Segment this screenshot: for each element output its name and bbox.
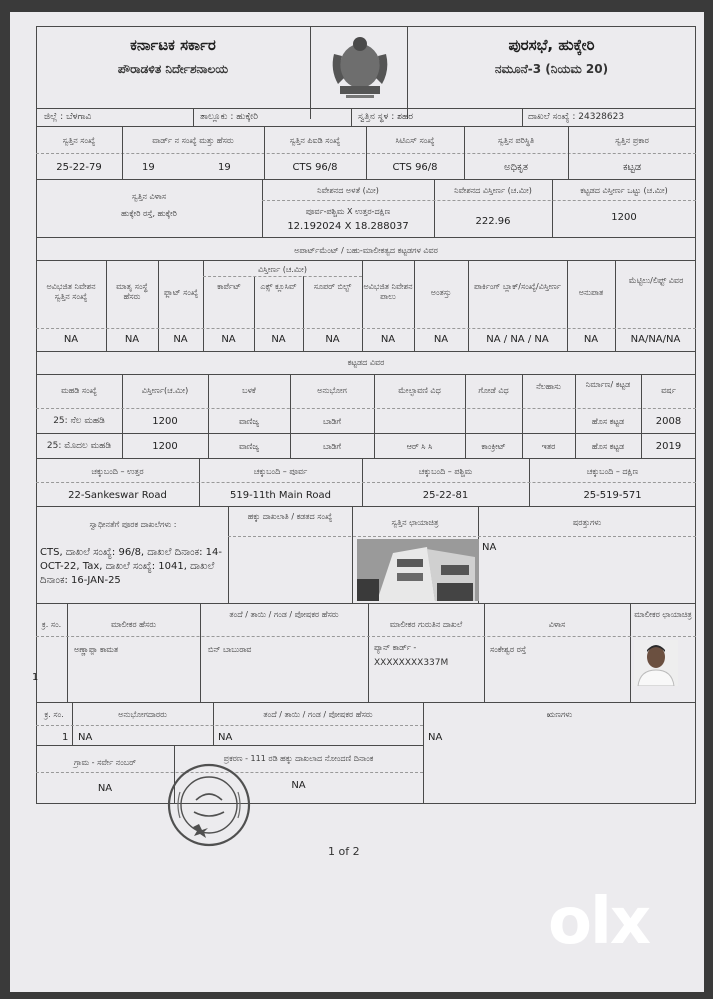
apartment-value: NA bbox=[433, 334, 449, 345]
apartment-section-title: ಅಪಾರ್ಟ್‌ಮೆಂಟ್ / ಬಹು-ಮಾಲೀಕತ್ವದ ಕಟ್ಟಡಗಳ ವಿವರ bbox=[294, 246, 438, 255]
apartment-value: NA bbox=[325, 334, 340, 345]
pid-number: CTS 96/8 bbox=[292, 162, 338, 173]
label-owner-name: ಮಾಲೀಕರ ಹೆಸರು bbox=[110, 620, 157, 629]
property-number: 25-22-79 bbox=[56, 162, 102, 173]
building-cell: 1200 bbox=[152, 441, 178, 452]
measure-axis-label: ಪೂರ್ವ-ಪಶ್ಚಿಮ X ಉತ್ತರ-ದಕ್ಷಿಣ bbox=[305, 207, 391, 216]
building-cell: 2019 bbox=[655, 441, 682, 452]
label-occupant-serial: ಕ್ರ. ಸಂ. bbox=[44, 710, 64, 719]
occupant-relation: NA bbox=[218, 732, 233, 743]
site-measure: 12.192024 X 18.288037 bbox=[287, 221, 409, 232]
label-super-built: ಸೂಪರ್ ಬಿಲ್ಟ್ bbox=[313, 282, 352, 291]
label-registration-date: ಪ್ರಕರಣ - 111 ರಡಿ ಹಕ್ಕು ದಾಖಲಾದ ನೋಂದಣಿ ದಿನಾಂಕ bbox=[223, 754, 374, 763]
label-site-measure: ನಿವೇಶನದ ಅಳತೆ (ಮೀ) bbox=[317, 186, 379, 195]
label-occupants: ಅನುಭೋಗದಾರರು bbox=[118, 710, 167, 719]
label-boundary-north: ಚಕ್ಕುಬಂದಿ – ಉತ್ತರ bbox=[91, 467, 144, 476]
building-section-title: ಕಟ್ಟಡದ ವಿವರ bbox=[347, 358, 385, 367]
apartment-value: NA bbox=[583, 334, 599, 345]
boundary-north: 22-Sankeswar Road bbox=[68, 490, 167, 501]
label-floor-number: ಮಹಡಿ ಸಂಖ್ಯೆ bbox=[61, 386, 97, 395]
registration-date-value: NA bbox=[291, 780, 306, 791]
owner-photo bbox=[634, 640, 678, 686]
label-occupant-relation: ತಂದೆ / ತಾಯಿ / ಗಂಡ / ಪೋಷಕರ ಹೆಸರು bbox=[263, 710, 373, 719]
label-encumbrances: ಋಣಗಳು bbox=[546, 710, 573, 719]
owner-name: ಅಣ್ಣಾಪ್ಪಾ ಕಾಮತ bbox=[74, 645, 119, 654]
property-address: ಹುಕ್ಕೇರಿ ರಸ್ತೆ, ಹುಕ್ಕೇರಿ bbox=[121, 209, 177, 218]
olx-watermark: olx bbox=[548, 885, 650, 959]
occupant-name: NA bbox=[78, 732, 93, 743]
label-property-photo: ಸ್ವತ್ತಿನ ಛಾಯಾಚಿತ್ರ bbox=[391, 518, 439, 527]
label-stairs-lift: ಮೆಟ್ಟಿಲು/ಲಿಫ್ಟ್ ವಿವರ bbox=[628, 276, 684, 285]
boundary-west: 25-22-81 bbox=[422, 490, 469, 501]
property-status: ಅಧಿಕೃತ bbox=[503, 162, 529, 173]
label-wall: ಗೋಡೆ ವಿಧ bbox=[478, 386, 509, 395]
label-undivided-site: ಅವಿಭಜಿತ ನಿವೇಶನ ಸ್ವತ್ತಿನ ಸಂಖ್ಯೆ bbox=[46, 282, 96, 301]
building-cell: ಕಾಂಕ್ರೀಟ್ bbox=[481, 442, 506, 451]
ward-name: 19 bbox=[218, 162, 231, 173]
site-area: 222.96 bbox=[475, 216, 511, 227]
label-built-area: ಕಟ್ಟಡದ ವಿಸ್ತೀರ್ಣ ಒಟ್ಟು (ಚ.ಮೀ) bbox=[580, 186, 668, 195]
label-pid: ಸ್ವತ್ತಿನ ಪಿಐಡಿ ಸಂಖ್ಯೆ bbox=[289, 136, 341, 145]
building-cell: ಹೊಸ ಕಟ್ಟಡ bbox=[591, 442, 625, 451]
label-address: ಸ್ವತ್ತಿನ ವಿಳಾಸ bbox=[131, 192, 167, 201]
label-area-header: ವಿಸ್ತೀರ್ಣ (ಚ.ಮೀ) bbox=[258, 265, 307, 274]
label-boundary-west: ಚಕ್ಕುಬಂದಿ – ಪಶ್ಚಿಮ bbox=[418, 467, 473, 476]
apartment-value: NA bbox=[380, 334, 396, 345]
label-owner-address: ವಿಳಾಸ bbox=[548, 620, 566, 629]
owner-address: ಸಂಕೇಶ್ವರ ರಸ್ತೆ bbox=[490, 645, 527, 654]
label-parent-body: ಮಾತೃ ಸಂಸ್ಥೆ ಹೆಸರು bbox=[116, 282, 148, 301]
label-conditions: ಷರತ್ತುಗಳು bbox=[572, 518, 602, 527]
label-boundary-east: ಚಕ್ಕುಬಂದಿ – ಪೂರ್ವ bbox=[253, 467, 308, 476]
label-carpet: ಕಾರ್ಪೆಟ್ bbox=[217, 282, 241, 291]
register-number-field: ದಾಖಲೆ ಸಂಖ್ಯೆ : 24328623 bbox=[528, 112, 625, 122]
label-year: ವರ್ಷ bbox=[661, 386, 676, 395]
government-title: ಕರ್ನಾಟಕ ಸರ್ಕಾರ bbox=[130, 36, 216, 54]
label-occupancy: ಅನುಭೋಗ bbox=[317, 386, 347, 395]
built-area: 1200 bbox=[611, 212, 637, 223]
building-cell: ವಾಣಿಜ್ಯ bbox=[238, 442, 260, 451]
building-cell: ಬಾಡಿಗೆ bbox=[323, 417, 341, 426]
label-type: ಸ್ವತ್ತಿನ ಪ್ರಕಾರ bbox=[615, 136, 649, 145]
taluk-field: ತಾಲ್ಲೂಕು : ಹುಕ್ಕೇರಿ bbox=[200, 112, 258, 122]
label-site-area: ನಿವೇಶನದ ವಿಸ್ತೀರ್ಣ (ಚ.ಮೀ) bbox=[454, 186, 532, 195]
label-owner-id: ಮಾಲೀಕರ ಗುರುತಿನ ದಾಖಲೆ bbox=[389, 620, 463, 629]
building-cell: ಬಾಡಿಗೆ bbox=[323, 442, 341, 451]
label-building-area: ವಿಸ್ತೀರ್ಣ(ಚ.ಮೀ) bbox=[141, 386, 189, 395]
district-field: ಜಿಲ್ಲೆ : ಬೆಳಗಾವಿ bbox=[44, 112, 92, 122]
property-location-field: ಸ್ವತ್ತಿನ ಸ್ಥಳ : ಶಹರ bbox=[358, 112, 414, 122]
encumbrances: NA bbox=[428, 732, 443, 743]
boundary-east: 519-11th Main Road bbox=[229, 490, 331, 501]
label-property-number: ಸ್ವತ್ತಿನ ಸಂಖ್ಯೆ bbox=[62, 136, 96, 145]
label-relation-name: ತಂದೆ / ತಾಯಿ / ಗಂಡ / ಪೋಷಕರ ಹೆಸರು bbox=[229, 610, 339, 619]
municipality-title: ಪುರಸಭೆ, ಹುಕ್ಕೇರಿ bbox=[508, 36, 595, 54]
label-boundary-south: ಚಕ್ಕುಬಂದಿ – ದಕ್ಷಿಣ bbox=[586, 467, 639, 476]
conditions-value: NA bbox=[482, 542, 497, 553]
building-cell: ವಾಣಿಜ್ಯ bbox=[238, 417, 260, 426]
label-exclusive: ಎಕ್ಸ್ ಕ್ಲೂಸಿವ್ bbox=[260, 282, 297, 291]
label-rights-file: ಹಕ್ಕು ದಾಖಲಾತಿ / ಕಡತದ ಸಂಖ್ಯೆ bbox=[247, 512, 333, 521]
label-owner-photo: ಮಾಲೀಕರ ಛಾಯಾಚಿತ್ರ bbox=[634, 610, 692, 619]
apartment-value: NA bbox=[221, 334, 236, 345]
form-title: ನಮೂನೆ-3 (ನಿಯಮ 20) bbox=[494, 62, 609, 76]
label-supporting-docs: ಸ್ವಾಧೀನತೆಗೆ ಪೂರಕ ದಾಖಲೆಗಳು : bbox=[89, 520, 177, 529]
document-page bbox=[10, 12, 704, 992]
label-construction: ನಿರ್ಮಾಣ/ ಕಟ್ಟಡ bbox=[585, 380, 631, 389]
apartment-value: NA bbox=[63, 334, 79, 345]
apartment-value: NA bbox=[173, 334, 188, 345]
label-usage: ಬಳಕೆ bbox=[242, 386, 256, 395]
apartment-value: NA bbox=[124, 334, 140, 345]
building-cell: 25: ನೆಲ ಮಹಡಿ bbox=[53, 416, 105, 426]
label-village-survey: ಗ್ರಾಮ - ಸರ್ವೇ ನಂಬರ್ bbox=[73, 758, 136, 767]
cts-number: CTS 96/8 bbox=[392, 162, 438, 173]
property-type: ಕಟ್ಟಡ bbox=[622, 162, 642, 173]
label-cts: ಸಿಟಿಎಸ್ ಸಂಖ್ಯೆ bbox=[395, 136, 435, 145]
boundary-south: 25-519-571 bbox=[583, 490, 642, 501]
page-number: 1 of 2 bbox=[328, 845, 360, 858]
label-roof: ಮೇಲ್ಛಾವಣಿ ವಿಧ bbox=[398, 386, 441, 395]
building-cell: ಇತರ bbox=[541, 442, 556, 451]
label-flooring: ನೆಲಹಾಸು bbox=[536, 382, 561, 391]
karnataka-emblem-icon bbox=[322, 32, 398, 104]
building-cell: ಹೊಸ ಕಟ್ಟಡ bbox=[591, 417, 625, 426]
label-serial: ಕ್ರ. ಸಂ. bbox=[41, 620, 62, 629]
owner-id-number: XXXXXXXX337M bbox=[374, 658, 449, 668]
apartment-value: NA/NA/NA bbox=[630, 334, 681, 345]
owner-id-type: ಪ್ಯಾನ್ ಕಾರ್ಡ್ - bbox=[374, 643, 417, 652]
property-photo bbox=[357, 539, 479, 601]
owner-serial: 1 bbox=[32, 672, 39, 683]
label-ward: ವಾರ್ಡ್ ನ ಸಂಖ್ಯೆ ಮತ್ತು ಹೆಸರು bbox=[152, 136, 234, 145]
directorate-title: ಪೌರಾಡಳಿತ ನಿರ್ದೇಶನಾಲಯ bbox=[117, 62, 229, 76]
supporting-documents: CTS, ದಾಖಲೆ ಸಂಖ್ಯೆ: 96/8, ದಾಖಲೆ ದಿನಾಂಕ: 14-OCT-22, Tax, ದಾಖಲೆ ಸಂಖ್ಯೆ: 1041, ದಾಖಲೆ ದಿನಾಂಕ: 16-JAN-25 bbox=[40, 547, 222, 586]
ward-number: 19 bbox=[142, 162, 155, 173]
building-cell: 1200 bbox=[152, 416, 178, 427]
label-status: ಸ್ವತ್ತಿನ ಪರಿಸ್ಥಿತಿ bbox=[497, 136, 535, 145]
label-undivided-share: ಅವಿಭಜಿತ ನಿವೇಶನ ಪಾಲು bbox=[363, 282, 413, 301]
building-cell: 25: ಮೊದಲ ಮಹಡಿ bbox=[46, 441, 112, 451]
building-cell: 2008 bbox=[655, 416, 682, 427]
label-ratio: ಅನುಪಾತ bbox=[578, 288, 604, 297]
label-floor: ಅಂತಸ್ತು bbox=[430, 288, 452, 297]
label-parking: ಪಾರ್ಕಿಂಗ್ ಬ್ಲಾಕ್/ಸಂಖ್ಯೆ/ವಿಸ್ತೀರ್ಣ bbox=[474, 282, 561, 291]
apartment-value: NA bbox=[271, 334, 286, 345]
official-seal-icon bbox=[166, 762, 252, 852]
label-flat-number: ಫ್ಲಾಟ್ ಸಂಖ್ಯೆ bbox=[163, 288, 199, 297]
occupant-serial: 1 bbox=[62, 732, 69, 743]
apartment-value: NA / NA / NA bbox=[486, 334, 549, 345]
building-cell: ಆರ್ ಸಿ ಸಿ bbox=[406, 442, 433, 451]
village-survey-value: NA bbox=[97, 783, 113, 794]
owner-relation: ಬಿನ್ ಬಾಬುರಾವ bbox=[208, 645, 252, 654]
